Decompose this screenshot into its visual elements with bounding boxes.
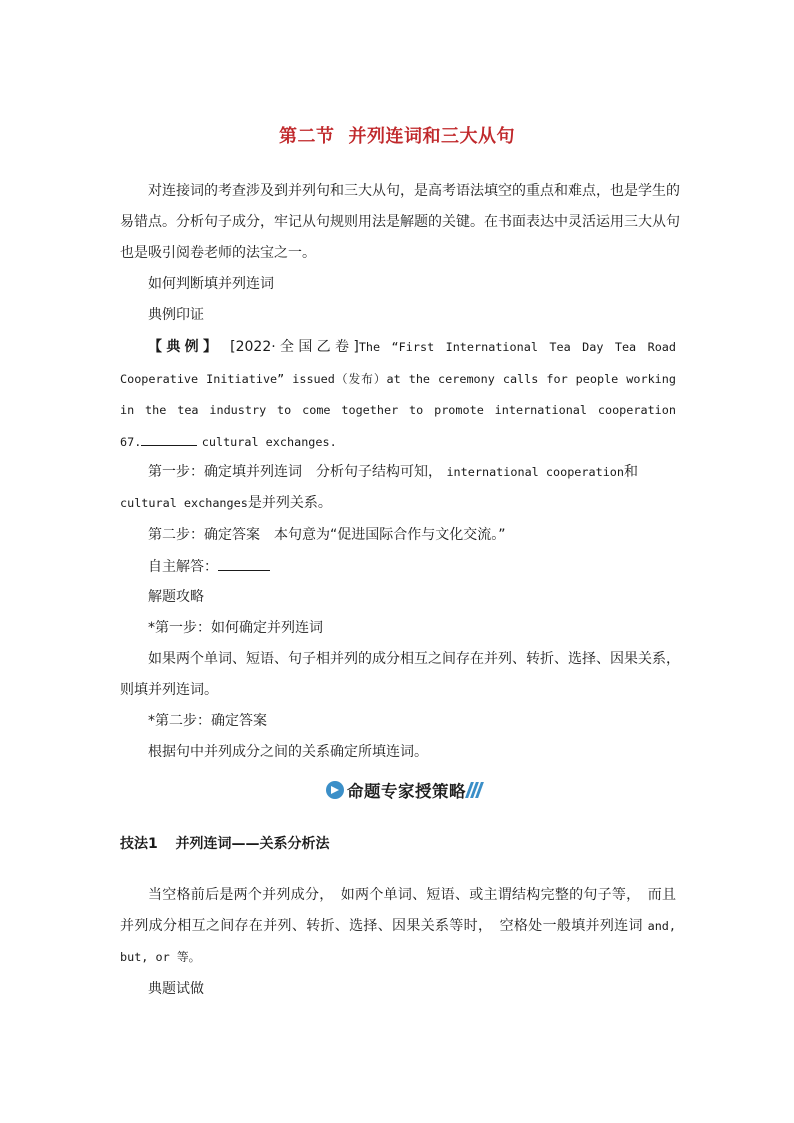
- step1-suffix: 和: [624, 464, 639, 480]
- technique-label: 技法1: [120, 836, 158, 852]
- intro-line-3: 也是吸引阅卷老师的法宝之一。: [120, 245, 316, 261]
- technique-text-3: [120, 948, 676, 966]
- strategy-text-1a: 如果两个单词、短语、句子相并列的成分相互之间存在并列、转折、选择、因果关系，: [148, 651, 680, 667]
- page-title: [0, 122, 794, 148]
- example-text-1: The “First International Tea Day Tea Road: [358, 340, 677, 354]
- step1-tail: 是并列关系。: [247, 495, 332, 511]
- heading-judge: 如何判断填并列连词: [148, 276, 274, 292]
- banner-title: 命题专家授策略: [347, 782, 466, 801]
- strategy-heading: 解题攻略: [148, 589, 204, 605]
- example-line-2: Cooperative Initiative” issued（发布）at the ceremony calls for people working: [120, 372, 676, 386]
- example-line-3: in the tea industry to come together to promote international cooperation: [120, 403, 676, 417]
- section-number: 第二节: [279, 126, 335, 147]
- self-answer-label: 自主解答：: [148, 559, 218, 575]
- step2-line: 第二步：确定答案 本句意为“促进国际合作与文化交流。”: [148, 527, 506, 543]
- technique-text-2-cn: 并列成分相互之间存在并列、转折、选择、因果关系等时， 空格处一般填并列连词: [120, 918, 643, 934]
- intro-line-1: 对连接词的考查涉及到并列句和三大从句，是高考语法填空的重点和难点，也是学生的: [148, 183, 680, 199]
- strategy-text-1b: 则填并列连词。: [120, 682, 218, 698]
- question-number: 67.: [120, 435, 142, 449]
- technique-title: 并列连词——关系分析法: [175, 836, 330, 852]
- answer-blank-67[interactable]: [141, 432, 197, 446]
- example-line-1: [148, 338, 676, 356]
- example-source: [2022·全国乙卷]: [230, 339, 359, 355]
- technique-heading: [120, 835, 676, 853]
- arrow-right-circle-icon: [326, 781, 344, 799]
- technique-text-2-en: and,: [647, 919, 677, 933]
- section-topic: 并列连词和三大从句: [348, 126, 515, 147]
- intro-line-2: 易错点。分析句子成分，牢记从句规则用法是解题的关键。在书面表达中灵活运用三大从句: [120, 214, 680, 230]
- step1-line-2: [120, 494, 676, 512]
- example-tag: 【典例】: [148, 339, 222, 355]
- self-answer-blank[interactable]: [218, 557, 270, 571]
- expert-strategy-banner: [326, 778, 481, 802]
- stripes-decoration-icon: [468, 782, 481, 798]
- strategy-text-2: 根据句中并列成分之间的关系确定所填连词。: [148, 744, 428, 760]
- self-answer-line: [148, 557, 676, 576]
- step1-prefix: 第一步：确定填并列连词 分析句子结构可知，: [148, 464, 442, 480]
- strategy-step-1: *第一步：如何确定并列连词: [148, 620, 323, 636]
- example-line-4: [120, 432, 676, 451]
- practice-heading: 典题试做: [148, 981, 204, 997]
- technique-text-1: 当空格前后是两个并列成分， 如两个单词、短语、或主谓结构完整的句子等， 而且: [148, 887, 676, 903]
- step1-en2: cultural exchanges: [120, 496, 248, 510]
- step1-line-1: [148, 463, 676, 481]
- heading-example: 典例印证: [148, 307, 204, 323]
- strategy-step-2: *第二步：确定答案: [148, 713, 267, 729]
- technique-text-2: [120, 917, 676, 935]
- technique-text-3-en: but, or 等。: [120, 950, 201, 964]
- step1-en1: international cooperation: [446, 465, 625, 479]
- example-text-4: cultural exchanges.: [201, 435, 337, 449]
